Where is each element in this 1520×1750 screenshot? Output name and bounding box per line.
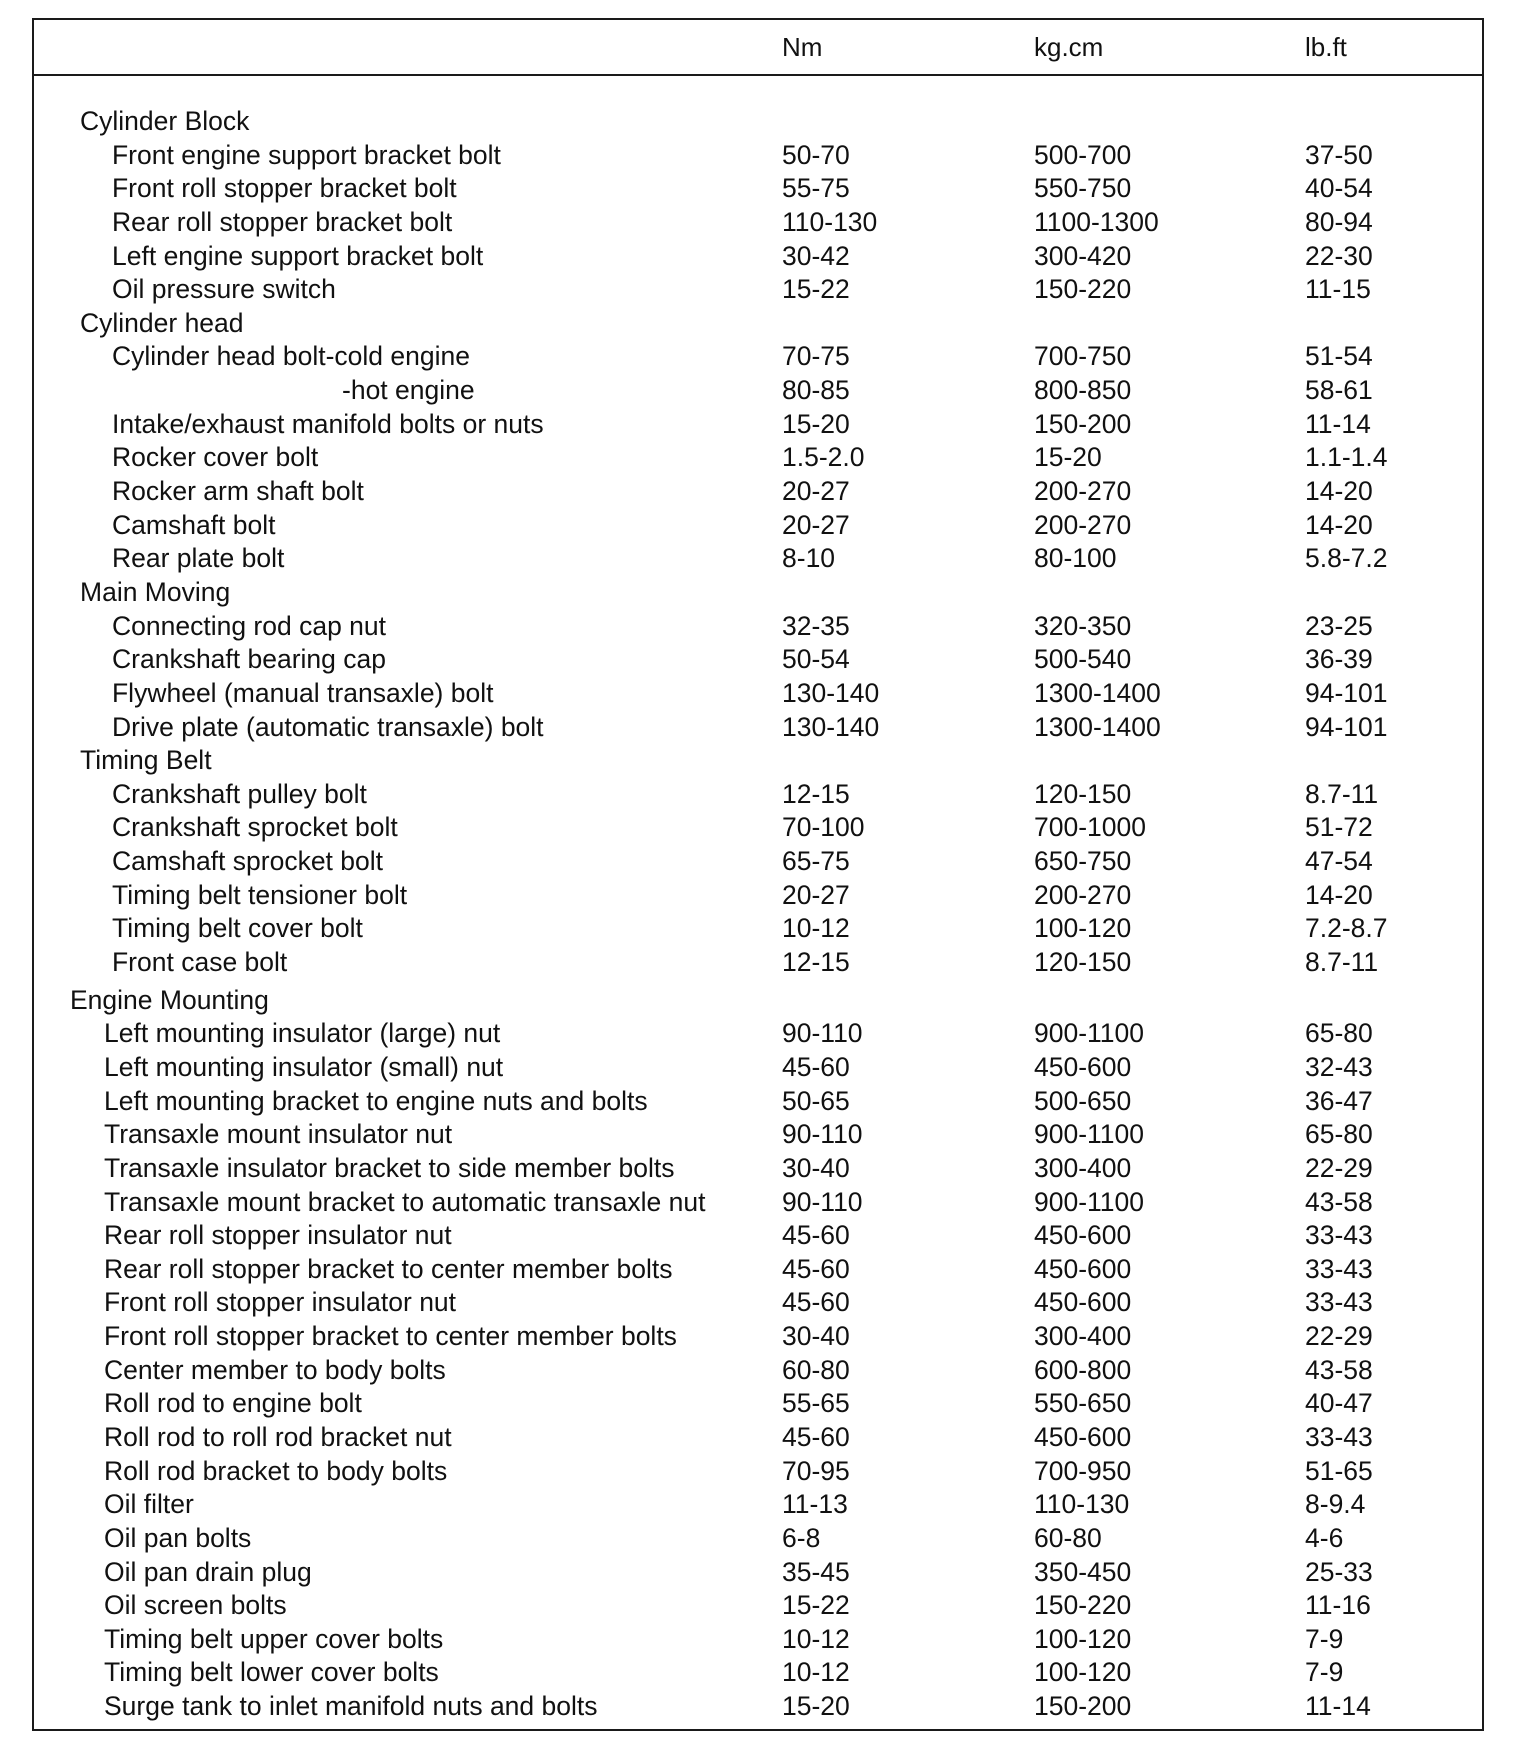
item-label: Crankshaft sprocket bolt <box>112 812 398 843</box>
value-kgcm: 300-400 <box>1034 1152 1132 1183</box>
value-kgcm: 450-600 <box>1034 1051 1132 1082</box>
table-row <box>34 1119 1482 1153</box>
table-row <box>34 1355 1482 1389</box>
table-row <box>34 880 1482 914</box>
value-lbft: 51-65 <box>1305 1455 1373 1486</box>
value-kgcm: 300-400 <box>1034 1321 1132 1352</box>
value-nm: 32-35 <box>782 610 850 641</box>
value-lbft: 65-80 <box>1305 1119 1373 1150</box>
value-lbft: 4-6 <box>1305 1522 1344 1553</box>
item-label: Transaxle mount insulator nut <box>104 1119 453 1150</box>
section-heading-row <box>34 985 1482 1019</box>
value-nm: 30-40 <box>782 1152 850 1183</box>
value-kgcm: 150-200 <box>1034 408 1132 439</box>
header-kgcm: kg.cm <box>1034 32 1104 62</box>
value-lbft: 33-43 <box>1305 1287 1373 1318</box>
value-lbft: 33-43 <box>1305 1220 1373 1251</box>
item-label: Front roll stopper bracket to center member bolts <box>104 1321 677 1352</box>
table-row <box>34 173 1482 207</box>
value-kgcm: 100-120 <box>1034 1657 1132 1688</box>
section-title: Engine Mounting <box>70 984 269 1015</box>
value-kgcm: 100-120 <box>1034 913 1132 944</box>
item-label: Front case bolt <box>112 947 288 978</box>
table-row <box>34 846 1482 880</box>
value-lbft: 36-47 <box>1305 1085 1373 1116</box>
value-kgcm: 450-600 <box>1034 1421 1132 1452</box>
section-title: Main Moving <box>80 576 231 607</box>
table-row <box>34 1456 1482 1490</box>
value-kgcm: 700-1000 <box>1034 812 1146 843</box>
value-kgcm: 650-750 <box>1034 846 1132 877</box>
value-kgcm: 15-20 <box>1034 442 1102 473</box>
table-row <box>34 611 1482 645</box>
table-row <box>34 476 1482 510</box>
value-nm: 30-42 <box>782 240 850 271</box>
item-label: Left mounting insulator (large) nut <box>104 1018 501 1049</box>
item-label: Rear roll stopper insulator nut <box>104 1220 452 1251</box>
value-nm: 55-65 <box>782 1388 850 1419</box>
item-label: Rocker cover bolt <box>112 442 319 473</box>
item-label: Timing belt cover bolt <box>112 913 363 944</box>
value-kgcm: 900-1100 <box>1034 1018 1145 1049</box>
value-kgcm: 110-130 <box>1034 1489 1130 1520</box>
item-label: Camshaft sprocket bolt <box>112 846 384 877</box>
value-kgcm: 450-600 <box>1034 1220 1132 1251</box>
value-kgcm: 1300-1400 <box>1034 677 1161 708</box>
value-nm: 70-95 <box>782 1455 850 1486</box>
value-kgcm: 550-750 <box>1034 173 1132 204</box>
value-nm: 15-22 <box>782 274 850 305</box>
value-lbft: 11-14 <box>1305 408 1371 439</box>
value-nm: 11-13 <box>782 1489 848 1520</box>
value-nm: 10-12 <box>782 1623 850 1654</box>
value-kgcm: 450-600 <box>1034 1287 1132 1318</box>
table-row <box>34 1321 1482 1355</box>
item-label: Flywheel (manual transaxle) bolt <box>112 677 494 708</box>
value-nm: 15-22 <box>782 1590 850 1621</box>
value-kgcm: 60-80 <box>1034 1522 1102 1553</box>
value-nm: 90-110 <box>782 1018 863 1049</box>
value-kgcm: 200-270 <box>1034 879 1132 910</box>
value-kgcm: 200-270 <box>1034 476 1132 507</box>
value-nm: 45-60 <box>782 1253 850 1284</box>
value-nm: 20-27 <box>782 509 850 540</box>
value-lbft: 11-16 <box>1305 1590 1371 1621</box>
value-kgcm: 150-220 <box>1034 274 1132 305</box>
value-lbft: 7.2-8.7 <box>1305 913 1388 944</box>
table-row <box>34 140 1482 174</box>
value-lbft: 58-61 <box>1305 375 1373 406</box>
value-lbft: 37-50 <box>1305 139 1373 170</box>
value-kgcm: 700-950 <box>1034 1455 1132 1486</box>
value-nm: 20-27 <box>782 476 850 507</box>
table-row <box>34 375 1482 409</box>
value-kgcm: 350-450 <box>1034 1556 1132 1587</box>
item-label: Left mounting bracket to engine nuts and bolts <box>104 1085 648 1116</box>
table-row <box>34 1523 1482 1557</box>
item-label: Rear roll stopper bracket to center member bolts <box>104 1253 673 1284</box>
table-row <box>34 543 1482 577</box>
value-lbft: 11-15 <box>1305 274 1371 305</box>
item-label: Rear roll stopper bracket bolt <box>112 206 453 237</box>
value-kgcm: 1300-1400 <box>1034 711 1161 742</box>
value-nm: 45-60 <box>782 1051 850 1082</box>
table-row <box>34 812 1482 846</box>
value-lbft: 22-30 <box>1305 240 1373 271</box>
value-kgcm: 150-220 <box>1034 1590 1132 1621</box>
value-kgcm: 320-350 <box>1034 610 1132 641</box>
item-label: Center member to body bolts <box>104 1354 446 1385</box>
value-lbft: 8-9.4 <box>1305 1489 1366 1520</box>
value-kgcm: 80-100 <box>1034 543 1117 574</box>
section-heading-row <box>34 106 1482 140</box>
item-label: Oil pressure switch <box>112 274 336 305</box>
item-label: Drive plate (automatic transaxle) bolt <box>112 711 544 742</box>
table-row <box>34 1489 1482 1523</box>
table-row <box>34 1557 1482 1591</box>
table-row <box>34 1287 1482 1321</box>
item-label: Roll rod to engine bolt <box>104 1388 362 1419</box>
item-label: Roll rod bracket to body bolts <box>104 1455 448 1486</box>
item-label: Oil pan bolts <box>104 1522 252 1553</box>
item-label: Camshaft bolt <box>112 509 276 540</box>
table-row <box>34 274 1482 308</box>
item-label: Intake/exhaust manifold bolts or nuts <box>112 408 544 439</box>
section-title: Cylinder head <box>80 307 244 338</box>
value-nm: 1.5-2.0 <box>782 442 865 473</box>
value-kgcm: 600-800 <box>1034 1354 1132 1385</box>
section-heading-row <box>34 308 1482 342</box>
value-lbft: 14-20 <box>1305 879 1373 910</box>
table-row <box>34 1052 1482 1086</box>
value-lbft: 5.8-7.2 <box>1305 543 1388 574</box>
item-label: Oil pan drain plug <box>104 1556 312 1587</box>
table-row <box>34 341 1482 375</box>
value-kgcm: 500-700 <box>1034 139 1132 170</box>
value-kgcm: 1100-1300 <box>1034 206 1159 237</box>
item-label: Surge tank to inlet manifold nuts and bolts <box>104 1691 598 1722</box>
value-lbft: 43-58 <box>1305 1354 1373 1385</box>
value-nm: 12-15 <box>782 947 850 978</box>
value-lbft: 40-47 <box>1305 1388 1373 1419</box>
item-label: Crankshaft bearing cap <box>112 644 386 675</box>
item-label: Front roll stopper insulator nut <box>104 1287 457 1318</box>
table-row <box>34 1086 1482 1120</box>
item-label: Timing belt upper cover bolts <box>104 1623 444 1654</box>
item-label: Crankshaft pulley bolt <box>112 778 367 809</box>
value-lbft: 33-43 <box>1305 1421 1373 1452</box>
value-nm: 15-20 <box>782 408 850 439</box>
value-nm: 20-27 <box>782 879 850 910</box>
value-nm: 80-85 <box>782 375 850 406</box>
value-nm: 55-75 <box>782 173 850 204</box>
value-lbft: 51-54 <box>1305 341 1373 372</box>
table-header-row <box>34 20 1482 76</box>
value-nm: 35-45 <box>782 1556 850 1587</box>
value-lbft: 43-58 <box>1305 1186 1373 1217</box>
value-lbft: 1.1-1.4 <box>1305 442 1388 473</box>
value-lbft: 22-29 <box>1305 1152 1373 1183</box>
item-label: Cylinder head bolt-cold engine <box>112 341 470 372</box>
value-lbft: 23-25 <box>1305 610 1373 641</box>
value-lbft: 7-9 <box>1305 1657 1344 1688</box>
item-label: Transaxle mount bracket to automatic transaxle nut <box>104 1186 706 1217</box>
value-nm: 6-8 <box>782 1522 821 1553</box>
table-row <box>34 1254 1482 1288</box>
table-row <box>34 1590 1482 1624</box>
value-kgcm: 100-120 <box>1034 1623 1132 1654</box>
value-lbft: 7-9 <box>1305 1623 1344 1654</box>
item-label: Oil filter <box>104 1489 194 1520</box>
value-lbft: 25-33 <box>1305 1556 1373 1587</box>
value-kgcm: 150-200 <box>1034 1691 1132 1722</box>
value-nm: 45-60 <box>782 1421 850 1452</box>
value-nm: 70-75 <box>782 341 850 372</box>
value-nm: 8-10 <box>782 543 836 574</box>
table-row <box>34 207 1482 241</box>
item-label: Front engine support bracket bolt <box>112 139 501 170</box>
item-label: Connecting rod cap nut <box>112 610 387 641</box>
header-nm: Nm <box>782 32 823 62</box>
table-row <box>34 779 1482 813</box>
value-lbft: 14-20 <box>1305 476 1373 507</box>
item-label: Timing belt lower cover bolts <box>104 1657 439 1688</box>
value-nm: 45-60 <box>782 1287 850 1318</box>
table-row <box>34 644 1482 678</box>
value-nm: 50-65 <box>782 1085 850 1116</box>
value-nm: 50-70 <box>782 139 850 170</box>
value-kgcm: 120-150 <box>1034 947 1132 978</box>
item-label: Left engine support bracket bolt <box>112 240 484 271</box>
item-label: -hot engine <box>342 375 475 406</box>
table-row <box>34 712 1482 746</box>
table-row <box>34 1153 1482 1187</box>
value-lbft: 80-94 <box>1305 206 1373 237</box>
item-label: Rocker arm shaft bolt <box>112 476 364 507</box>
value-lbft: 8.7-11 <box>1305 947 1379 978</box>
value-lbft: 33-43 <box>1305 1253 1373 1284</box>
table-body <box>34 106 1482 1725</box>
table-row <box>34 409 1482 443</box>
table-row <box>34 241 1482 275</box>
value-nm: 15-20 <box>782 1691 850 1722</box>
value-lbft: 47-54 <box>1305 846 1373 877</box>
value-kgcm: 450-600 <box>1034 1253 1132 1284</box>
value-kgcm: 900-1100 <box>1034 1186 1145 1217</box>
table-row <box>34 1187 1482 1221</box>
value-nm: 130-140 <box>782 711 880 742</box>
value-lbft: 94-101 <box>1305 711 1388 742</box>
table-row <box>34 1220 1482 1254</box>
value-nm: 60-80 <box>782 1354 850 1385</box>
value-kgcm: 500-540 <box>1034 644 1132 675</box>
section-heading-row <box>34 745 1482 779</box>
value-kgcm: 500-650 <box>1034 1085 1132 1116</box>
value-lbft: 8.7-11 <box>1305 778 1379 809</box>
section-title: Cylinder Block <box>80 106 250 136</box>
table-row <box>34 1691 1482 1725</box>
value-nm: 90-110 <box>782 1186 863 1217</box>
value-kgcm: 200-270 <box>1034 509 1132 540</box>
table-row <box>34 442 1482 476</box>
table-row <box>34 510 1482 544</box>
value-lbft: 36-39 <box>1305 644 1373 675</box>
value-nm: 110-130 <box>782 206 878 237</box>
value-nm: 30-40 <box>782 1321 850 1352</box>
value-nm: 50-54 <box>782 644 850 675</box>
value-lbft: 51-72 <box>1305 812 1373 843</box>
item-label: Oil screen bolts <box>104 1590 287 1621</box>
value-nm: 130-140 <box>782 677 880 708</box>
value-lbft: 65-80 <box>1305 1018 1373 1049</box>
value-kgcm: 700-750 <box>1034 341 1132 372</box>
item-label: Roll rod to roll rod bracket nut <box>104 1421 452 1452</box>
value-kgcm: 120-150 <box>1034 778 1132 809</box>
value-nm: 70-100 <box>782 812 865 843</box>
table-row <box>34 1422 1482 1456</box>
item-label: Rear plate bolt <box>112 543 285 574</box>
value-kgcm: 300-420 <box>1034 240 1132 271</box>
value-lbft: 11-14 <box>1305 1691 1371 1722</box>
value-kgcm: 550-650 <box>1034 1388 1132 1419</box>
value-lbft: 22-29 <box>1305 1321 1373 1352</box>
value-lbft: 14-20 <box>1305 509 1373 540</box>
value-nm: 45-60 <box>782 1220 850 1251</box>
section-title: Timing Belt <box>80 745 212 776</box>
value-nm: 65-75 <box>782 846 850 877</box>
item-label: Timing belt tensioner bolt <box>112 879 408 910</box>
value-lbft: 32-43 <box>1305 1051 1373 1082</box>
table-row <box>34 913 1482 947</box>
table-row <box>34 1657 1482 1691</box>
table-row <box>34 678 1482 712</box>
value-nm: 90-110 <box>782 1119 863 1150</box>
value-kgcm: 900-1100 <box>1034 1119 1145 1150</box>
torque-spec-table <box>32 18 1484 1731</box>
table-row <box>34 1388 1482 1422</box>
table-row <box>34 947 1482 981</box>
value-nm: 10-12 <box>782 1657 850 1688</box>
section-heading-row <box>34 577 1482 611</box>
table-row <box>34 1018 1482 1052</box>
item-label: Transaxle insulator bracket to side member bolts <box>104 1152 675 1183</box>
value-nm: 12-15 <box>782 778 850 809</box>
value-lbft: 40-54 <box>1305 173 1373 204</box>
item-label: Front roll stopper bracket bolt <box>112 173 457 204</box>
table-row <box>34 1624 1482 1658</box>
value-kgcm: 800-850 <box>1034 375 1132 406</box>
header-lbft: lb.ft <box>1305 32 1347 62</box>
item-label: Left mounting insulator (small) nut <box>104 1051 504 1082</box>
value-lbft: 94-101 <box>1305 677 1388 708</box>
value-nm: 10-12 <box>782 913 850 944</box>
